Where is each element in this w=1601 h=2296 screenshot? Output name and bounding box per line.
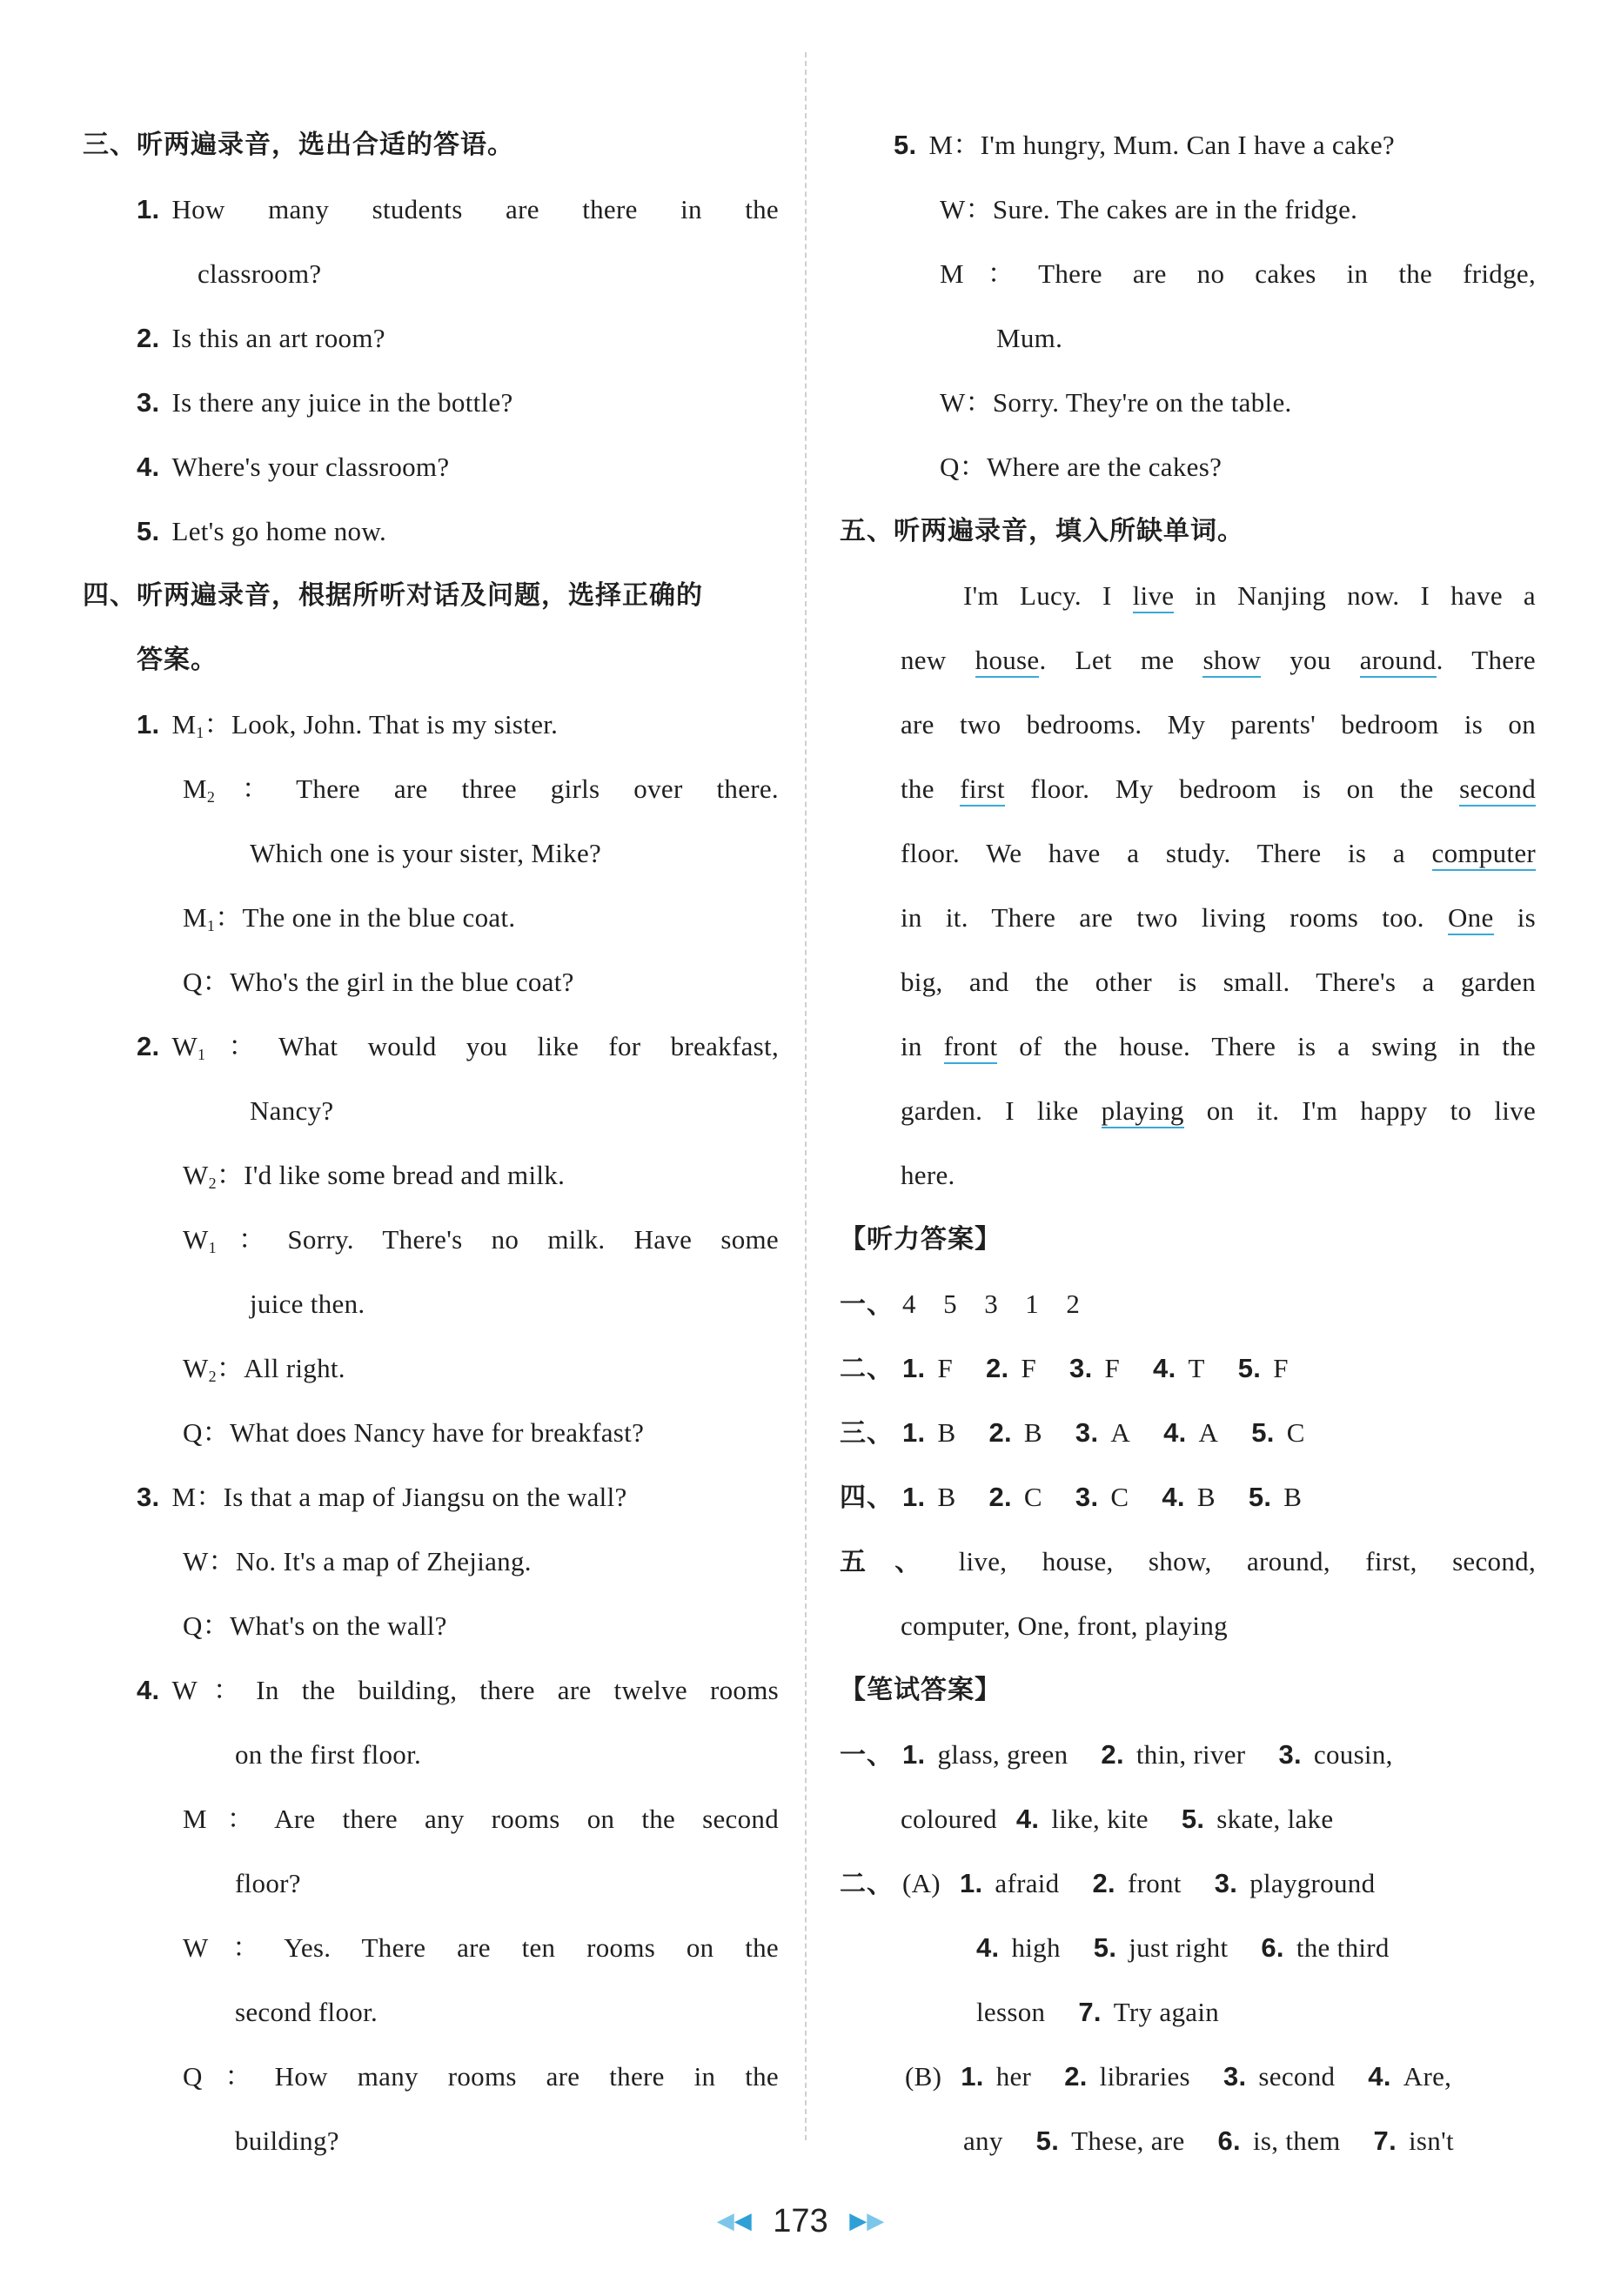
answer-number: 6. [1217, 2125, 1241, 2156]
s3-question-2 [83, 306, 779, 371]
answer-value: libraries [1099, 2061, 1190, 2092]
question-text: Let's go home now. [171, 516, 387, 546]
passage-text: floor. We have a study. There is a [901, 838, 1432, 868]
written-answer-1-line1 [840, 1723, 1536, 1787]
dialog-text: W：In the building, there are twelve rooms [171, 1675, 779, 1705]
passage-text: on it. I'm happy to live [1183, 1095, 1536, 1126]
speaker: W [183, 1224, 209, 1255]
prev-arrow-icon: ◀ [716, 2207, 734, 2233]
dialog-2-line-2: Nancy? [250, 1095, 334, 1126]
answer-value: C [1110, 1482, 1129, 1512]
answer-value: front [1127, 1868, 1182, 1898]
answer-number: 5. [1251, 1417, 1275, 1448]
answer-value: her [995, 2061, 1032, 2092]
answer-number: 2. [1064, 2061, 1088, 2092]
answer-label: 五、 [840, 1547, 950, 1577]
speaker-subscript: 2 [208, 1368, 217, 1385]
question-text: classroom? [198, 258, 322, 289]
speaker-subscript: 2 [208, 1175, 217, 1192]
passage-line-8 [840, 1014, 1536, 1079]
next-arrow-icon: ▶ [867, 2207, 885, 2233]
dialog-5-line-2: W：Sure. The cakes are in the fridge. [940, 194, 1358, 224]
answer-label: 一、 [840, 1289, 894, 1320]
dialog-2-line-1 [83, 1014, 779, 1079]
question-text: Is there any juice in the bottle? [171, 387, 513, 418]
answer-number: 4. [1162, 1482, 1185, 1512]
speaker-subscript: 2 [206, 788, 216, 806]
answer-value: F [1273, 1353, 1289, 1383]
passage-line-2 [840, 628, 1536, 693]
answer-label: 四、 [840, 1483, 894, 1513]
dialog-5-line-3: M：There are no cakes in the fridge, [940, 258, 1536, 289]
passage-text: the [901, 773, 961, 804]
question-number: 4. [137, 1675, 160, 1705]
passage-line-10: here. [901, 1160, 955, 1190]
dialog-4-line-1 [83, 1658, 779, 1723]
passage-text: in [901, 1031, 944, 1061]
answer-label: 二、 [840, 1869, 894, 1899]
speaker-subscript: 1 [208, 1239, 217, 1256]
passage-line-9 [840, 1079, 1536, 1143]
passage-line-6 [840, 886, 1536, 950]
page-footer [0, 2194, 1601, 2246]
answer-value: C [1286, 1417, 1305, 1448]
part-label: (B) [905, 2061, 942, 2092]
dialog-1-line-3: Which one is your sister, Mike? [250, 838, 602, 868]
filled-word: playing [1102, 1095, 1184, 1128]
answer-number: 2. [1101, 1739, 1124, 1770]
answer-value: thin, river [1135, 1739, 1246, 1770]
passage-text: is [1493, 902, 1536, 933]
listening-answer-4 [840, 1465, 1536, 1530]
question-number: 5. [894, 130, 917, 160]
s3-question-1-line1 [83, 177, 779, 242]
filled-word: second [1459, 773, 1536, 807]
question-number: 2. [137, 1031, 160, 1061]
answer-value: B [1283, 1482, 1303, 1512]
answer-number: 2. [988, 1417, 1012, 1448]
dialog-text: ：There are three girls over there. [215, 773, 779, 804]
answer-number: 4. [1153, 1353, 1176, 1383]
answer-number: 1. [961, 2061, 984, 2092]
listening-answer-2 [840, 1336, 1536, 1401]
dialog-text: M：I'm hungry, Mum. Can I have a cake? [928, 130, 1395, 160]
dialog-5-line-4: Mum. [996, 323, 1063, 353]
section-4-title-line1: 四、听两遍录音，根据所听对话及问题，选择正确的 [83, 580, 703, 611]
question-number: 2. [137, 323, 160, 353]
answer-value: coloured [901, 1804, 997, 1834]
next-arrow-icon: ▶ [849, 2207, 867, 2233]
listening-answer-3 [840, 1401, 1536, 1465]
answer-value: F [1104, 1353, 1121, 1383]
answer-value: glass, green [937, 1739, 1068, 1770]
passage-line-4 [840, 757, 1536, 821]
speaker: M [183, 902, 207, 933]
speaker: M [183, 773, 207, 804]
right-column [840, 113, 1536, 2173]
answer-number: 2. [986, 1353, 1009, 1383]
filled-word: around [1360, 645, 1437, 678]
passage-line-7: big, and the other is small. There's a garden [901, 967, 1536, 997]
answer-value: B [1023, 1417, 1042, 1448]
answer-label: 二、 [840, 1354, 894, 1384]
answer-value: These, are [1071, 2125, 1185, 2156]
dialog-5-question: Q：Where are the cakes? [940, 452, 1223, 482]
dialog-3-line-2: W：No. It's a map of Zhejiang. [183, 1546, 532, 1576]
answer-value: A [1198, 1417, 1219, 1448]
answer-value: C [1023, 1482, 1042, 1512]
passage-text: I'm Lucy. I [963, 580, 1133, 611]
answer-number: 3. [1214, 1868, 1238, 1898]
dialog-3-question: Q：What's on the wall? [183, 1610, 447, 1641]
answer-text: live, house, show, around, first, second, [958, 1546, 1537, 1576]
question-number: 4. [137, 452, 160, 482]
dialog-4-line-3: M：Are there any rooms on the second [183, 1804, 779, 1834]
passage-text: of the house. There is a swing in the [997, 1031, 1537, 1061]
answer-number: 5. [1181, 1804, 1205, 1834]
written-answer-2b-line1 [840, 2045, 1536, 2109]
passage-text: floor. My bedroom is on the [1004, 773, 1460, 804]
s3-question-1-line2 [83, 242, 779, 306]
speaker-subscript: 1 [196, 724, 204, 741]
question-number: 5. [137, 516, 160, 546]
dialog-text: ：I'd like some bread and milk. [216, 1160, 566, 1190]
answer-number: 4. [1368, 2061, 1391, 2092]
answer-number: 3. [1075, 1482, 1099, 1512]
section-4-title-line2: 答案。 [137, 645, 218, 675]
passage-text: . There [1436, 645, 1536, 675]
part-label: (A) [902, 1868, 941, 1898]
answer-value: like, kite [1051, 1804, 1149, 1834]
written-answer-1-line2 [840, 1787, 1536, 1851]
dialog-1-line-4 [83, 886, 779, 950]
speaker-subscript: 1 [198, 1046, 206, 1063]
dialog-text: ：The one in the blue coat. [215, 902, 516, 933]
passage-text: new [901, 645, 975, 675]
question-text: Is this an art room? [171, 323, 385, 353]
page-number: 173 [773, 2203, 828, 2239]
answer-number: 1. [902, 1353, 926, 1383]
answer-number: 4. [1163, 1417, 1187, 1448]
answer-value: B [1196, 1482, 1216, 1512]
question-number: 3. [137, 387, 160, 418]
question-text: Where's your classroom? [171, 452, 450, 482]
dialog-5-line-5: W：Sorry. They're on the table. [940, 387, 1292, 418]
answer-number: 1. [902, 1482, 926, 1512]
dialog-2-line-4 [83, 1208, 779, 1272]
dialog-1-line-2 [83, 757, 779, 821]
dialog-text: ：All right. [216, 1353, 345, 1383]
answer-value: just right [1129, 1932, 1229, 1963]
dialog-text: M：Is that a map of Jiangsu on the wall? [171, 1482, 627, 1512]
answer-value: cousin, [1313, 1739, 1393, 1770]
question-number: 3. [137, 1482, 160, 1512]
written-answer-2a-line2 [840, 1916, 1536, 1980]
dialog-1-question: Q：Who's the girl in the blue coat? [183, 967, 574, 997]
answer-number: 3. [1075, 1417, 1099, 1448]
answer-value: A [1110, 1417, 1131, 1448]
speaker: M [171, 709, 197, 740]
answer-value: any [963, 2125, 1003, 2156]
s3-question-3 [83, 371, 779, 435]
dialog-5-line-1 [840, 113, 1536, 177]
s3-question-5 [83, 499, 779, 564]
answer-value: F [937, 1353, 954, 1383]
dialog-1-line-1 [83, 693, 779, 757]
written-answers-title: 【笔试答案】 [840, 1675, 1001, 1705]
filled-word: first [960, 773, 1004, 807]
speaker-subscript: 1 [206, 917, 216, 934]
dialog-2-line-3 [83, 1143, 779, 1208]
answer-value: Are, [1403, 2061, 1452, 2092]
answer-number: 3. [1069, 1353, 1093, 1383]
answer-value: lesson [976, 1997, 1046, 2027]
s3-question-4 [83, 435, 779, 499]
filled-word: computer [1432, 838, 1536, 871]
written-answer-2b-line2 [840, 2109, 1536, 2173]
left-column [83, 113, 779, 2173]
dialog-text: ：Look, John. That is my sister. [204, 709, 559, 740]
section-5-title: 五、听两遍录音，填入所缺单词。 [840, 516, 1244, 546]
answer-number: 2. [1092, 1868, 1115, 1898]
prev-arrow-icon: ◀ [734, 2207, 752, 2233]
answer-number: 4. [1015, 1804, 1040, 1834]
answer-value: B [937, 1417, 956, 1448]
passage-text: you [1261, 645, 1360, 675]
answer-value: second [1258, 2061, 1336, 2092]
answer-label: 三、 [840, 1418, 894, 1449]
answer-value: isn't [1409, 2125, 1454, 2156]
answer-number: 7. [1373, 2125, 1397, 2156]
answer-label: 一、 [840, 1740, 894, 1771]
answer-number: 1. [902, 1739, 926, 1770]
listening-answer-5-line1 [840, 1530, 1536, 1594]
answer-number: 1. [959, 1868, 983, 1898]
answer-value: F [1021, 1353, 1037, 1383]
dialog-2-line-6 [83, 1336, 779, 1401]
dialog-3-line-1 [83, 1465, 779, 1530]
passage-text: garden. I like [901, 1095, 1102, 1126]
passage-line-3: are two bedrooms. My parents' bedroom is on [901, 709, 1536, 740]
section-3-title: 三、听两遍录音，选出合适的答语。 [83, 130, 514, 160]
question-number: 1. [137, 194, 160, 224]
answer-number: 5. [1035, 2125, 1060, 2156]
answer-value: high [1011, 1932, 1061, 1963]
dialog-4-line-4: floor? [235, 1868, 301, 1898]
column-divider [805, 52, 807, 2140]
answer-number: 1. [902, 1417, 926, 1448]
dialog-2-line-5: juice then. [250, 1289, 365, 1319]
answer-value: Try again [1113, 1997, 1220, 2027]
answer-number: 5. [1093, 1932, 1117, 1963]
filled-word: show [1202, 645, 1261, 678]
filled-word: One [1448, 902, 1494, 935]
answer-number: 3. [1223, 2061, 1247, 2092]
passage-line-1 [840, 564, 1536, 628]
dialog-4-question-line1: Q：How many rooms are there in the [183, 2061, 779, 2092]
dialog-4-line-6: second floor. [235, 1997, 378, 2027]
question-text: How many students are there in the [171, 194, 779, 224]
dialog-text: ：What would you like for breakfast, [205, 1031, 779, 1061]
passage-text: in it. There are two living rooms too. [901, 902, 1448, 933]
listening-answers-title: 【听力答案】 [840, 1224, 1001, 1255]
question-number: 1. [137, 709, 160, 740]
speaker: W [183, 1160, 209, 1190]
dialog-2-question: Q：What does Nancy have for breakfast? [183, 1417, 645, 1448]
answer-number: 2. [988, 1482, 1012, 1512]
answer-number: 7. [1078, 1997, 1102, 2027]
passage-text: in Nanjing now. I have a [1174, 580, 1536, 611]
answer-value: T [1188, 1353, 1205, 1383]
dialog-4-question-line2: building? [235, 2125, 339, 2156]
passage-text: . Let me [1039, 645, 1203, 675]
answer-value: is, them [1252, 2125, 1341, 2156]
dialog-4-line-5: W：Yes. There are ten rooms on the [183, 1932, 779, 1963]
answer-value: B [937, 1482, 956, 1512]
passage-line-5 [840, 821, 1536, 886]
answer-text: 4 5 3 1 2 [902, 1289, 1081, 1319]
filled-word: live [1133, 580, 1175, 613]
answer-value: skate, lake [1216, 1804, 1334, 1834]
dialog-text: ：Sorry. There's no milk. Have some [216, 1224, 779, 1255]
filled-word: house [975, 645, 1040, 678]
dialog-4-line-2: on the first floor. [235, 1739, 422, 1770]
answer-number: 5. [1237, 1353, 1262, 1383]
speaker: W [171, 1031, 198, 1061]
listening-answer-5-line2: computer, One, front, playing [901, 1610, 1228, 1641]
written-answer-2a-line1 [840, 1851, 1536, 1916]
answer-value: the third [1296, 1932, 1390, 1963]
answer-number: 6. [1261, 1932, 1284, 1963]
written-answer-2a-line3 [840, 1980, 1536, 2045]
answer-number: 5. [1248, 1482, 1272, 1512]
answer-number: 3. [1278, 1739, 1302, 1770]
answer-value: afraid [995, 1868, 1060, 1898]
listening-answer-1 [840, 1272, 1536, 1336]
answer-number: 4. [976, 1932, 1000, 1963]
speaker: W [183, 1353, 209, 1383]
answer-value: playground [1249, 1868, 1376, 1898]
filled-word: front [944, 1031, 998, 1064]
